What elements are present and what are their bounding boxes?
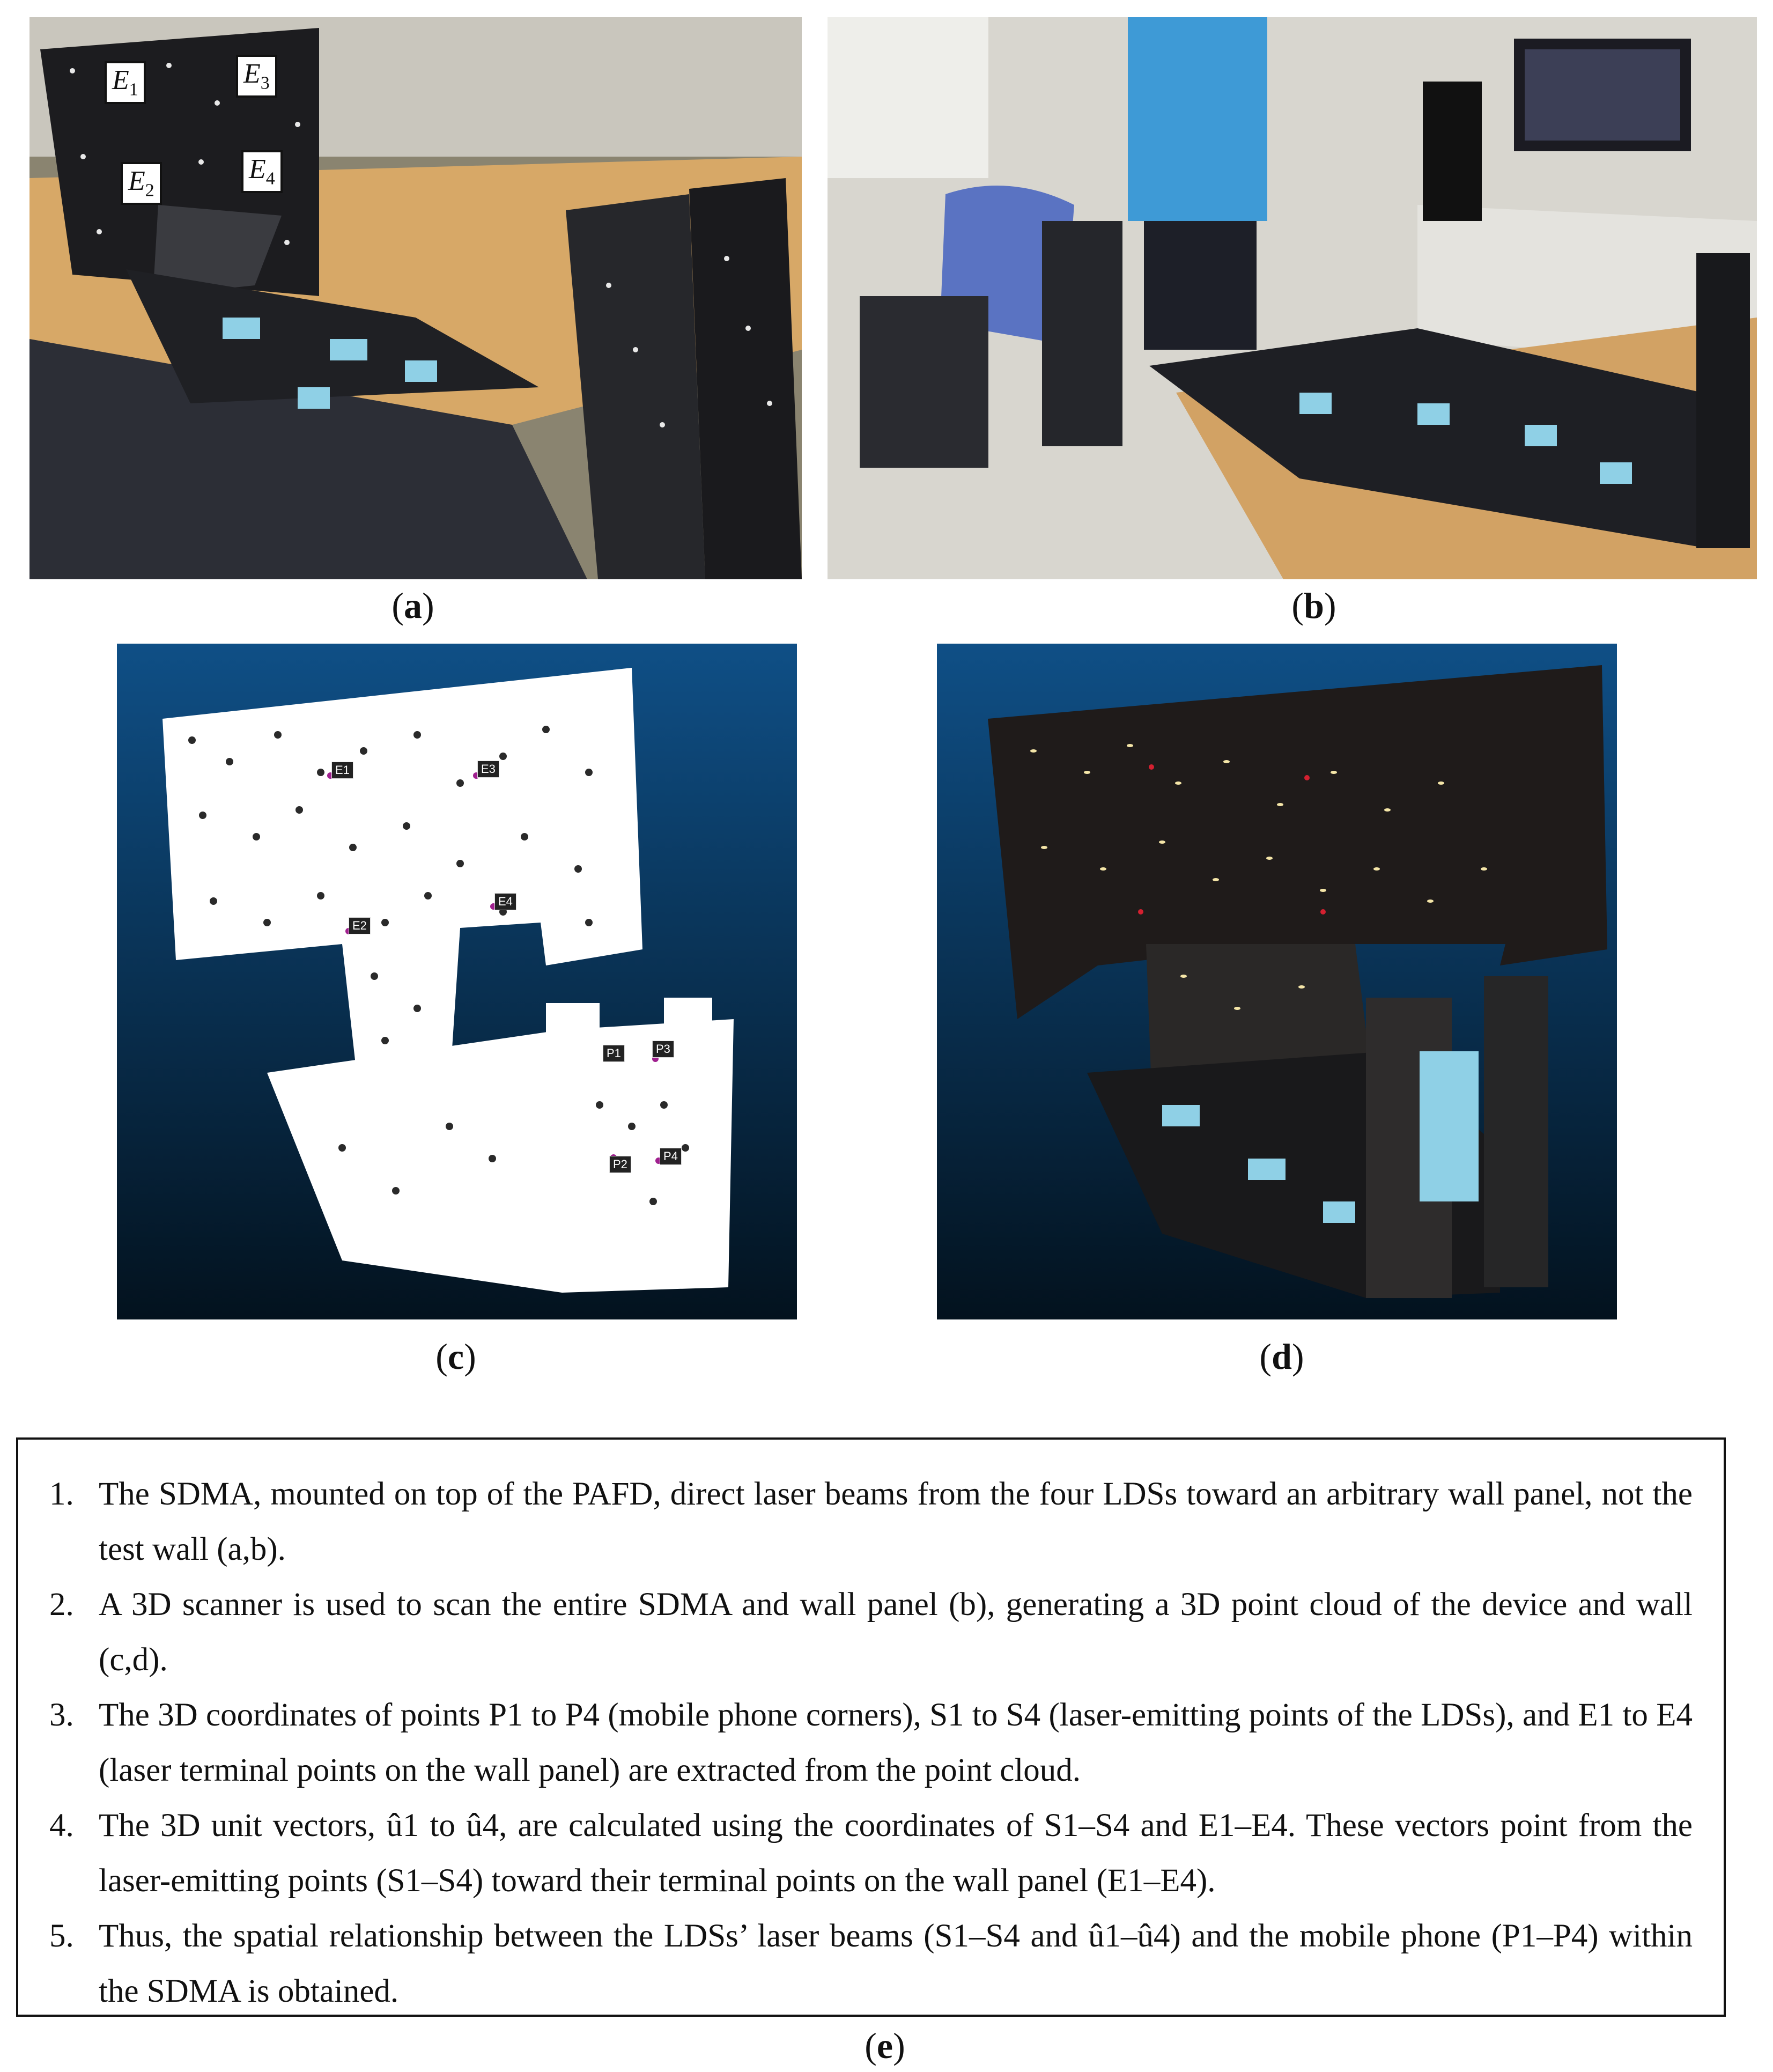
- step-4: [49, 1798, 1693, 1908]
- step-text: Thus, the spatial relationship between the LDSs’ laser beams (S1–S4 and û1–û4) and the mobile phone (P1–P4) within the SDMA is obtained.: [99, 1918, 1693, 2009]
- step-text: A 3D scanner is used to scan the entire SDMA and wall panel (b), generating a 3D point cloud of the device and wall (c,d).: [99, 1587, 1693, 1678]
- point-label-p1: P1: [603, 1045, 625, 1062]
- marker-e3: $E_3$: [236, 55, 277, 98]
- point-cloud-panel-d: [937, 644, 1617, 1319]
- point-label-p3: P3: [652, 1041, 674, 1058]
- marker-e4: $E_4$: [241, 150, 283, 193]
- point-cloud-c-illustration: [117, 644, 797, 1319]
- step-5: [49, 1908, 1693, 2019]
- step-text: The SDMA, mounted on top of the PAFD, direct laser beams from the four LDSs toward an arbitrary wall panel, not the test wall (a,b).: [99, 1476, 1693, 1567]
- step-1: [49, 1466, 1693, 1577]
- step-text: The 3D coordinates of points P1 to P4 (mobile phone corners), S1 to S4 (laser-emitting points of the LDSs), and E1 to E4 (laser terminal points on the wall panel) are extracted from the point cloud.: [99, 1697, 1693, 1788]
- step-2: [49, 1577, 1693, 1687]
- label-b: (b): [1291, 585, 1336, 626]
- step-number: 2.: [49, 1587, 74, 1623]
- label-e: (e): [865, 2025, 905, 2066]
- point-label-e2: E2: [349, 917, 371, 934]
- step-number: 3.: [49, 1697, 74, 1733]
- label-d: (d): [1259, 1336, 1304, 1377]
- point-cloud-d-illustration: [937, 644, 1617, 1319]
- point-label-e4: E4: [494, 893, 516, 910]
- point-label-e1: E1: [331, 762, 353, 779]
- photo-panel-b: [828, 17, 1757, 579]
- step-text: The 3D unit vectors, û1 to û4, are calculated using the coordinates of S1–S4 and E1–E4. These vectors point from the laser-emitting points (S1–S4) toward their terminal points on the wall panel (E1–E4).: [99, 1808, 1693, 1899]
- marker-e2: $E_2$: [121, 162, 162, 205]
- point-label-e3: E3: [477, 761, 499, 778]
- photo-panel-a: [29, 17, 802, 579]
- point-cloud-panel-c: [117, 644, 797, 1319]
- point-label-p4: P4: [660, 1148, 682, 1165]
- label-a: (a): [391, 585, 434, 626]
- step-number: 1.: [49, 1476, 74, 1512]
- step-number: 4.: [49, 1808, 74, 1844]
- photo-b-illustration: [828, 17, 1757, 579]
- procedure-steps-box: [16, 1437, 1726, 2017]
- step-3: [49, 1687, 1693, 1798]
- step-number: 5.: [49, 1918, 74, 1954]
- marker-e1: $E_1$: [105, 61, 146, 104]
- point-label-p2: P2: [609, 1156, 631, 1173]
- label-c: (c): [435, 1336, 476, 1377]
